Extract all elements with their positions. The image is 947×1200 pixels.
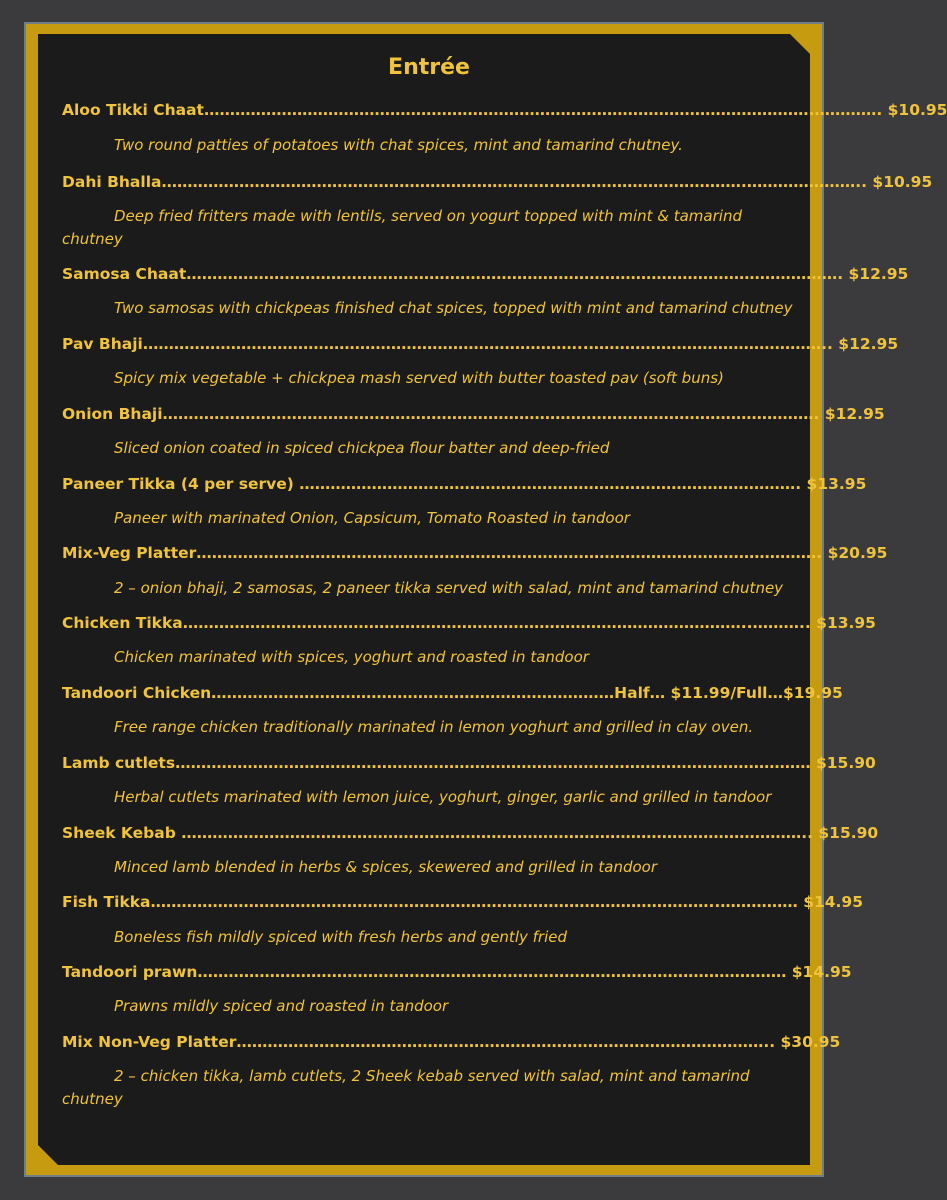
- menu-item-description: Chicken marinated with spices, yoghurt and roasted in tandoor: [114, 648, 589, 666]
- menu-item-name-price: Mix Non-Veg Platter………………………………………………………………………………………….. $30.95: [62, 1033, 841, 1051]
- menu-item-description: Minced lamb blended in herbs & spices, skewered and grilled in tandoor: [114, 858, 658, 876]
- menu-item-description: Sliced onion coated in spiced chickpea flour batter and deep-fried: [114, 439, 610, 457]
- menu-item-description: Paneer with marinated Onion, Capsicum, Tomato Roasted in tandoor: [114, 509, 630, 527]
- menu-item-description: Prawns mildly spiced and roasted in tandoor: [114, 997, 449, 1015]
- menu-item-description: 2 – chicken tikka, lamb cutlets, 2 Sheek kebab served with salad, mint and tamarind chutney: [62, 1067, 750, 1108]
- menu-item-name-price: Aloo Tikki Chaat……………………………………………………………………………………………………….…………. $10.95: [62, 101, 947, 119]
- menu-item-description: Herbal cutlets marinated with lemon juice, yoghurt, ginger, garlic and grilled in tandoor: [114, 788, 772, 806]
- menu-item-description: Spicy mix vegetable + chickpea mash served with butter toasted pav (soft buns): [114, 369, 724, 387]
- section-title: Entrée: [388, 55, 470, 80]
- menu-item-name-price: Lamb cutlets…………………………………………………………………………………………………………… $15.90: [62, 754, 876, 772]
- menu-item-name-price: Dahi Bhalla………………………………………………………………….……………………………….………………….. $10.95: [62, 173, 933, 191]
- menu-item-name-price: Onion Bhaji………………………………………………………………………………………………………………. $12.95: [62, 405, 885, 423]
- menu-item-description: 2 – onion bhaji, 2 samosas, 2 paneer tikka served with salad, mint and tamarind chutney: [114, 579, 784, 597]
- menu-item-name-price: Sheek Kebab ………………………………………………………………………………………………………….. $15.90: [62, 824, 879, 842]
- menu-item-name-price: Tandoori prawn…………………………………………………………………………………………………… $14.95: [62, 963, 852, 981]
- menu-item-description: Free range chicken traditionally marinated in lemon yoghurt and grilled in clay oven.: [114, 718, 754, 736]
- menu-item-description: Two round patties of potatoes with chat spices, mint and tamarind chutney.: [114, 136, 683, 154]
- menu-item-name-price: Samosa Chaat………………………………………………………………………………………………………………. $12.95: [62, 265, 909, 283]
- menu-item-description: Deep fried fritters made with lentils, served on yogurt topped with mint & tamarind chutney: [62, 207, 742, 248]
- menu-item-name-price: Tandoori Chicken……………………………………………………………………Half… $11.99/Full…$19.95: [62, 684, 843, 702]
- menu-item-name-price: Pav Bhaji…………………………………………………………………………..……………………………………….. $12.95: [62, 335, 899, 353]
- menu-item-description: Boneless fish mildly spiced with fresh herbs and gently fried: [114, 928, 567, 946]
- menu-item-name-price: Chicken Tikka………………………………………………………………………………………………..……….. $13.95: [62, 614, 876, 632]
- menu-item-description: Two samosas with chickpeas finished chat spices, topped with mint and tamarind chutney: [114, 299, 793, 317]
- menu-item-name-price: Mix-Veg Platter…………………………………………………………………………………………………………. $20.95: [62, 544, 888, 562]
- menu-item-name-price: Paneer Tikka (4 per serve) ……………………………………………………………………………………. $13.95: [62, 475, 867, 493]
- menu-item-name-price: Fish Tikka………………………………………………………………………………………………..…………… $14.95: [62, 893, 864, 911]
